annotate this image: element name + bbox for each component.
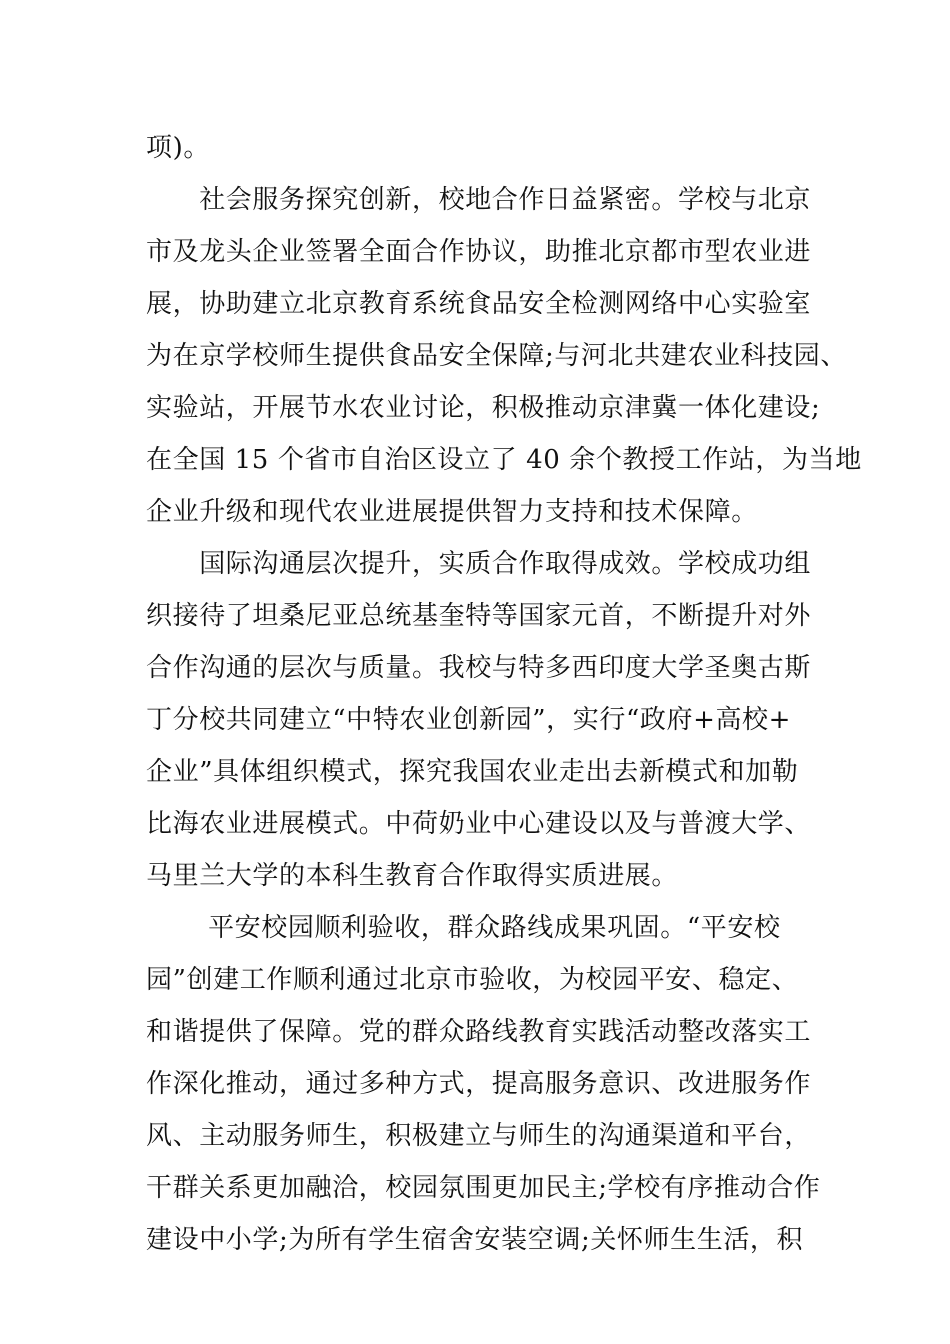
text-line: 展，协助建立北京教育系统食品安全检测网络中心实验室 (146, 289, 812, 319)
text-line: 合作沟通的层次与质量。我校与特多西印度大学圣奥古斯 (146, 653, 812, 683)
text-line: 马里兰大学的本科生教育合作取得实质进展。 (146, 861, 679, 891)
text-line: 平安校园顺利验收，群众路线成果巩固。“平安校 (146, 913, 781, 943)
text-line: 企业升级和现代农业进展提供智力支持和技术保障。 (146, 497, 758, 527)
text-line: 比海农业进展模式。中荷奶业中心建设以及与普渡大学、 (146, 809, 812, 839)
text-line: 和谐提供了保障。党的群众路线教育实践活动整改落实工 (146, 1017, 812, 1047)
text-line: 国际沟通层次提升，实质合作取得成效。学校成功组 (146, 549, 812, 579)
text-line: 作深化推动，通过多种方式，提高服务意识、改进服务作 (146, 1069, 812, 1099)
text-line: 建设中小学;为所有学生宿舍安装空调;关怀师生生活，积 (146, 1225, 804, 1255)
text-line: 实验站，开展节水农业讨论，积极推动京津冀一体化建设; (146, 393, 821, 423)
text-line: 社会服务探究创新，校地合作日益紧密。学校与北京 (146, 185, 812, 215)
text-line: 市及龙头企业签署全面合作协议，助推北京都市型农业进 (146, 237, 812, 267)
text-line: 丁分校共同建立“中特农业创新园”，实行“政府+高校+ (146, 705, 792, 735)
text-line: 企业”具体组织模式，探究我国农业走出去新模式和加勒 (146, 757, 799, 787)
text-line: 园”创建工作顺利通过北京市验收，为校园平安、稳定、 (146, 965, 799, 995)
text-line: 风、主动服务师生，积极建立与师生的沟通渠道和平台， (146, 1121, 812, 1151)
text-line: 项)。 (146, 133, 210, 163)
text-line: 在全国 15 个省市自治区设立了 40 余个教授工作站，为当地 (146, 445, 862, 475)
text-line: 干群关系更加融洽，校园氛围更加民主;学校有序推动合作 (146, 1173, 821, 1203)
text-line: 织接待了坦桑尼亚总统基奎特等国家元首，不断提升对外 (146, 601, 812, 631)
text-line: 为在京学校师生提供食品安全保障;与河北共建农业科技园、 (146, 341, 847, 371)
